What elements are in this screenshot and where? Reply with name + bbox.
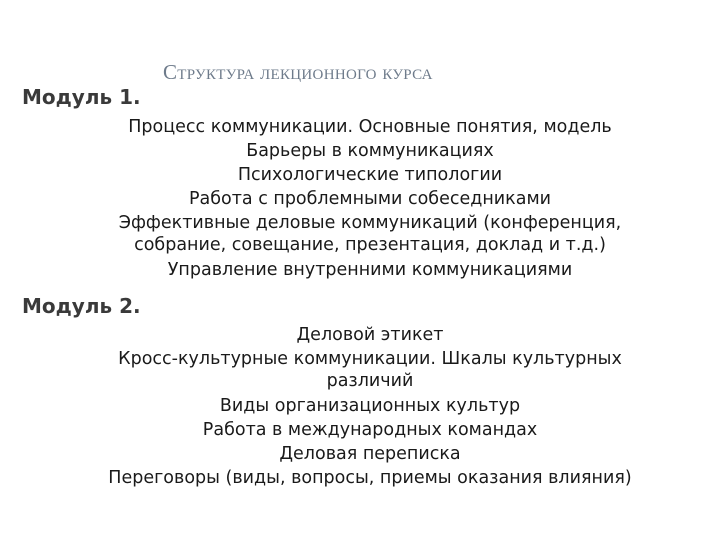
topic-item: Кросс-культурные коммуникации. Шкалы культурных различий xyxy=(118,349,622,391)
topic-item: Виды организационных культур xyxy=(219,396,521,416)
topic-item: Деловая переписка xyxy=(279,444,461,464)
topic-item: Барьеры в коммуникациях xyxy=(246,141,494,161)
module-1-topic-list xyxy=(60,115,680,282)
topic-item: Управление внутренними коммуникациями xyxy=(167,260,573,280)
topic-item: Деловой этикет xyxy=(296,325,444,345)
topic-item: Эффективные деловые коммуникаций (конференция, собрание, совещание, презентация, доклад и т.д.) xyxy=(118,213,622,255)
topic-item: Переговоры (виды, вопросы, приемы оказания влияния) xyxy=(108,468,632,488)
topic-item: Психологические типологии xyxy=(237,165,503,185)
topic-item: Работа в международных командах xyxy=(202,420,538,440)
module-1-heading: Модуль 1. xyxy=(22,85,141,109)
topic-item: Работа с проблемными собеседниками xyxy=(188,189,552,209)
page-title: Структура лекционного курса xyxy=(163,60,433,84)
module-2-topic-list xyxy=(60,323,680,490)
topic-item: Процесс коммуникации. Основные понятия, модель xyxy=(128,117,612,137)
module-2-heading: Модуль 2. xyxy=(22,294,141,318)
